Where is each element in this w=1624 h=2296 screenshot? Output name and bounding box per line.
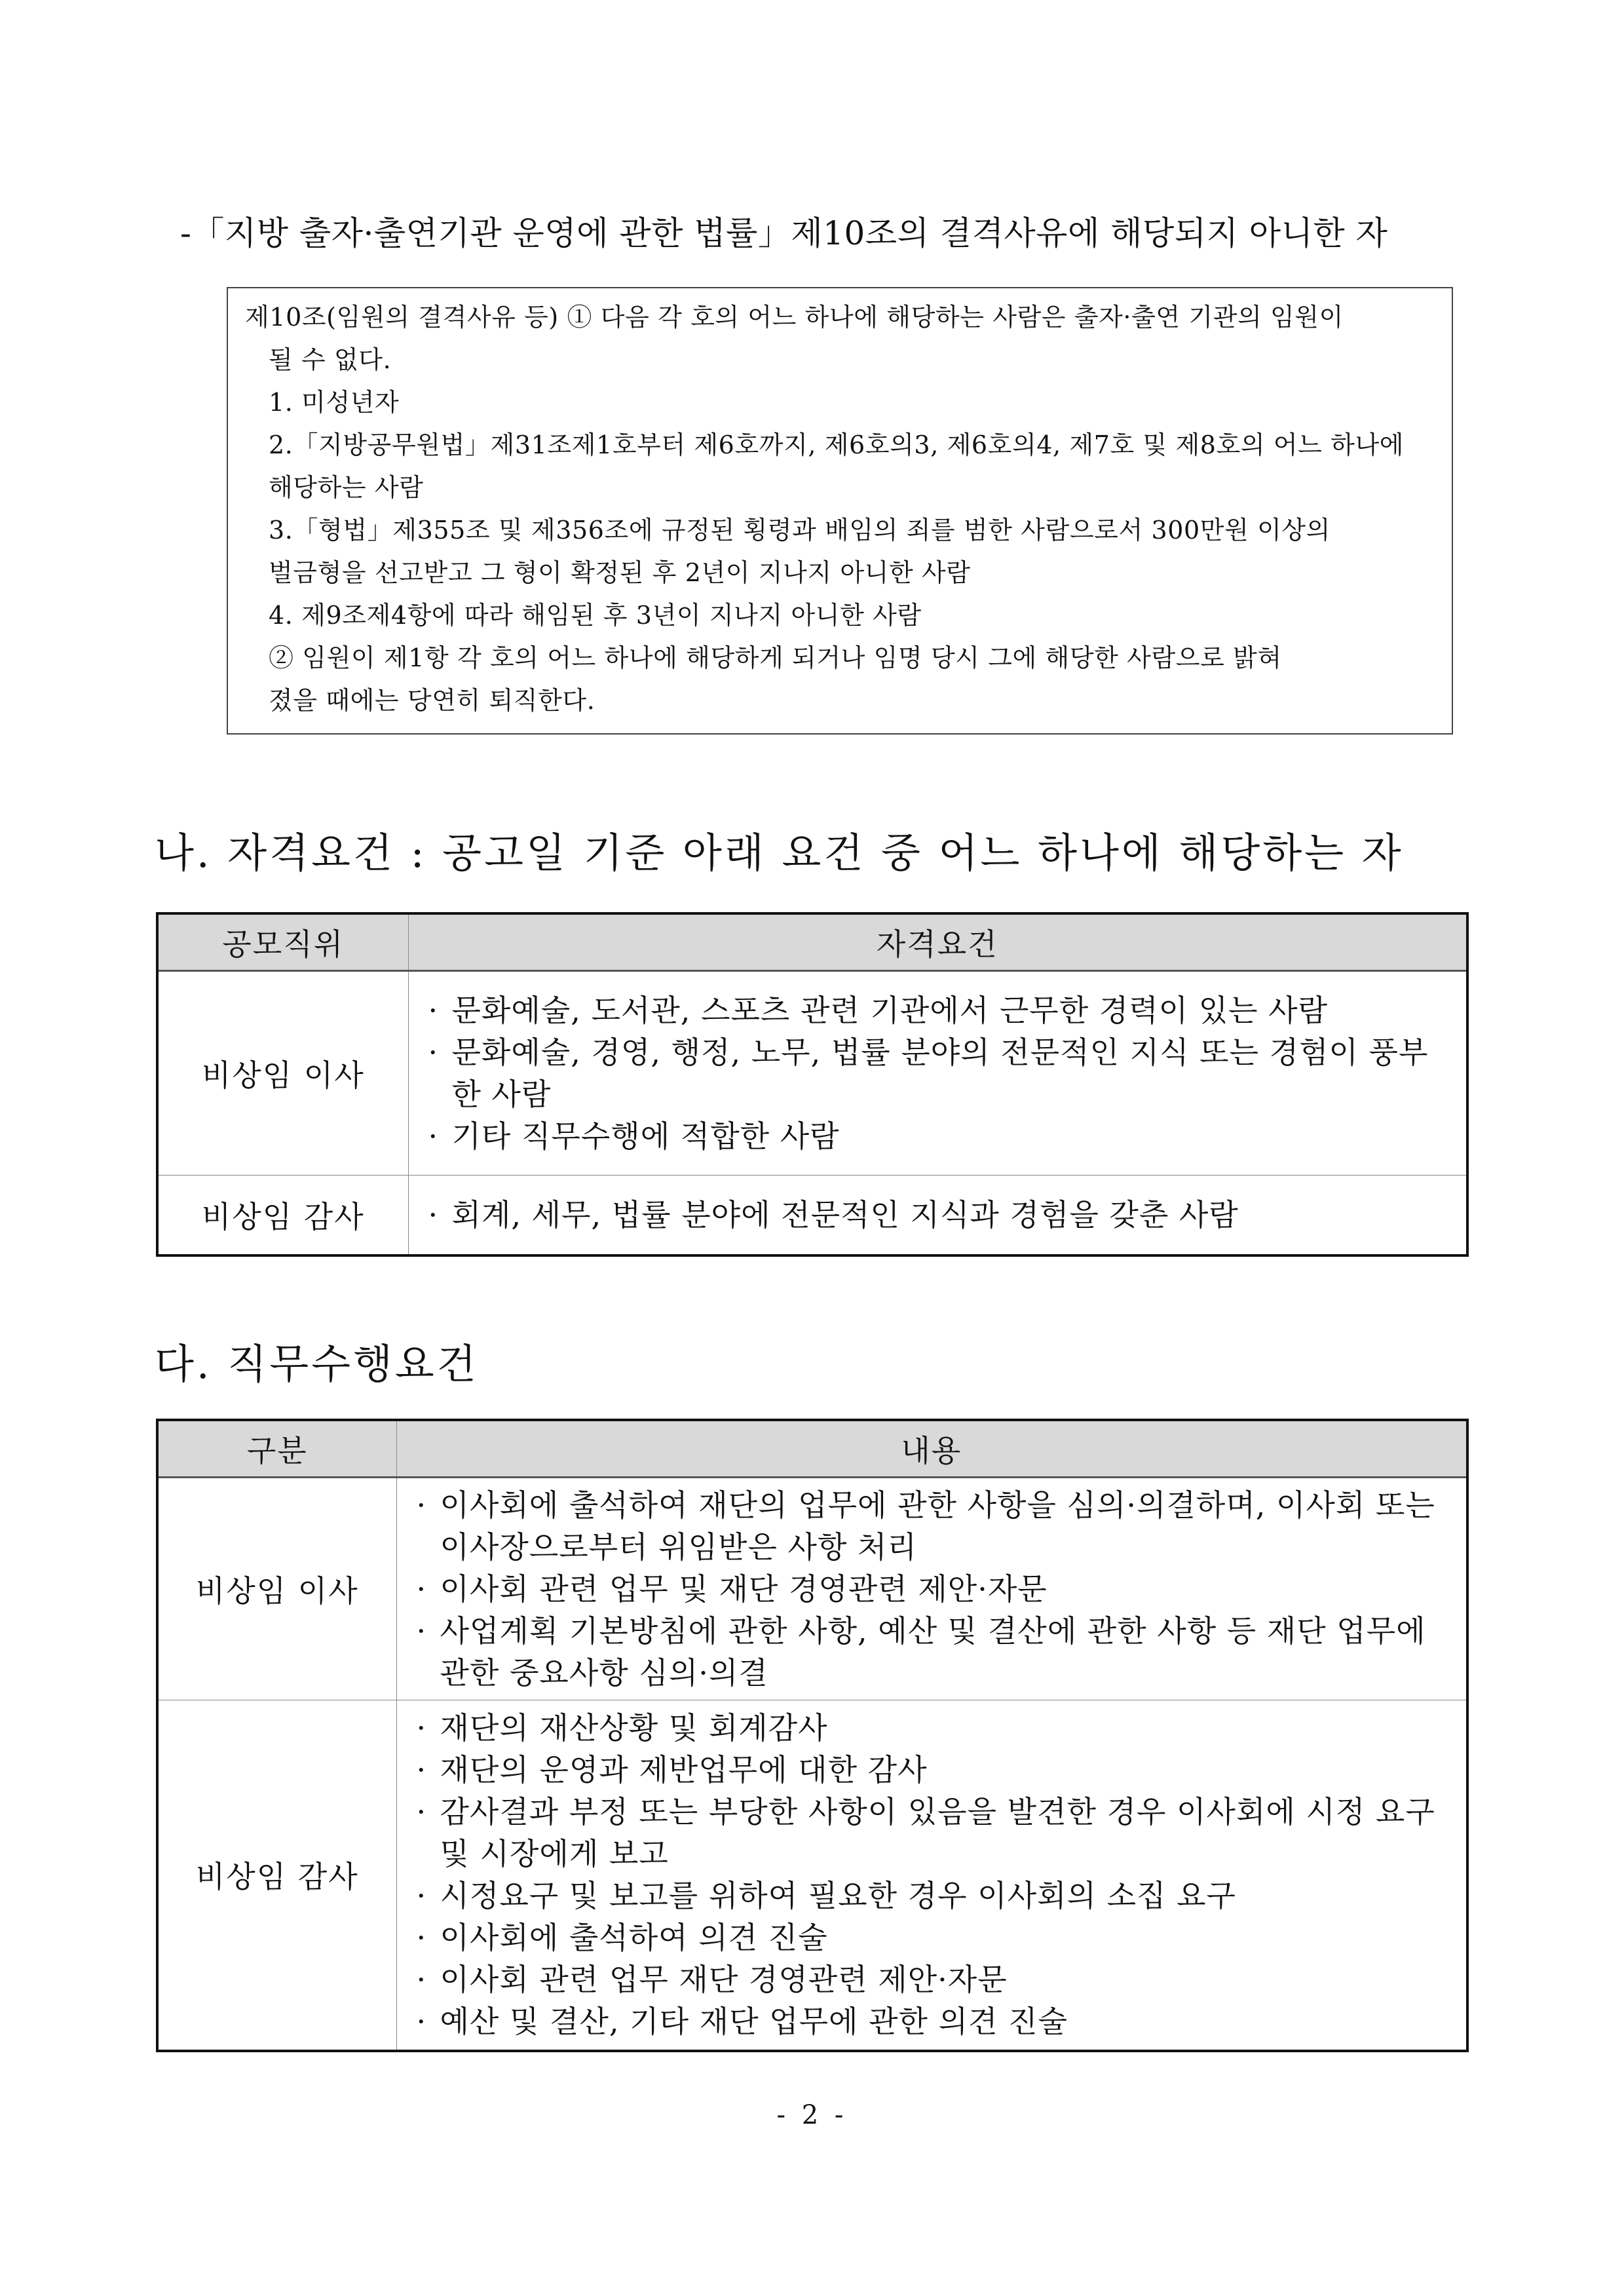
list-item: · 예산 및 결산, 기타 재단 업무에 관한 의견 진술 [417, 2000, 1458, 2042]
header-category: 구분 [157, 1420, 396, 1478]
bullet-icon: · [416, 1613, 427, 1649]
table-row [157, 1478, 1467, 1700]
duties-table [156, 1419, 1469, 2052]
bullet-icon: · [416, 1962, 427, 1998]
items-cell [396, 1478, 1467, 1700]
table-row [157, 1176, 1467, 1255]
law-line: 벌금형을 선고받고 그 형이 확정된 후 2년이 지나지 아니한 사람 [269, 558, 971, 587]
list-item: · 이사회에 출석하여 의견 진술 [417, 1917, 1458, 1959]
page-number: - 2 - [776, 2100, 848, 2130]
list-item: · 감사결과 부정 또는 부당한 사항이 있음을 발견한 경우 이사회에 시정 요구 및 시장에게 보고 [417, 1791, 1458, 1875]
list-item: · 문화예술, 도서관, 스포츠 관련 기관에서 근무한 경력이 있는 사람 [428, 989, 1458, 1031]
list-item: · 재단의 재산상황 및 회계감사 [417, 1707, 1458, 1749]
bullet-icon: · [416, 1487, 427, 1523]
bullet-icon: · [428, 1119, 439, 1154]
list-item: · 이사회 관련 업무 재단 경영관련 제안·자문 [417, 1959, 1458, 2000]
law-line: 3.「형법」제355조 및 제356조에 규정된 횡령과 배임의 죄를 범한 사람으로서 300만원 이상의 [269, 516, 1331, 545]
list-item: · 사업계획 기본방침에 관한 사항, 예산 및 결산에 관한 사항 등 재단 업무에 관한 중요사항 심의·의결 [417, 1610, 1458, 1694]
law-line: 졌을 때에는 당연히 퇴직한다. [269, 686, 595, 715]
list-item: · 문화예술, 경영, 행정, 노무, 법률 분야의 전문적인 지식 또는 경험이 풍부한 사람 [428, 1031, 1458, 1115]
list-item: · 시정요구 및 보고를 위하여 필요한 경우 이사회의 소집 요구 [417, 1875, 1458, 1917]
intro-line: -「지방 출자·출연기관 운영에 관한 법률」제10조의 결격사유에 해당되지 아니한 자 [180, 214, 1388, 252]
law-line: 해당하는 사람 [269, 473, 424, 502]
role-cell: 비상임 감사 [157, 1700, 396, 2051]
items-cell [396, 1700, 1467, 2051]
items-cell [408, 971, 1467, 1176]
list-item: · 회계, 세무, 법률 분야에 전문적인 지식과 경험을 갖춘 사람 [428, 1194, 1458, 1236]
law-line: 2.「지방공무원법」제31조제1호부터 제6호까지, 제6호의3, 제6호의4, 제7호 및 제8호의 어느 하나에 [269, 430, 1405, 459]
items-cell [408, 1176, 1467, 1255]
role-cell: 비상임 감사 [157, 1176, 408, 1255]
law-line: 1. 미성년자 [269, 388, 400, 417]
header-position: 공모직위 [157, 913, 408, 971]
bullet-icon: · [416, 1878, 427, 1914]
header-content: 내용 [396, 1420, 1467, 1478]
list-item: · 재단의 운영과 제반업무에 대한 감사 [417, 1749, 1458, 1791]
section-title-duties: 다. 직무수행요건 [155, 1340, 479, 1388]
bullet-icon: · [416, 1920, 427, 1956]
table-row [157, 1700, 1467, 2051]
law-line: 4. 제9조제4항에 따라 해임된 후 3년이 지나지 아니한 사람 [269, 601, 922, 630]
law-line: 될 수 없다. [269, 345, 392, 374]
list-item: · 이사회 관련 업무 및 재단 경영관련 제안·자문 [417, 1568, 1458, 1610]
table-header-row [157, 913, 1467, 971]
qualifications-table [156, 912, 1469, 1257]
role-cell: 비상임 이사 [157, 1478, 396, 1700]
bullet-icon: · [416, 2004, 427, 2040]
law-excerpt-box [227, 287, 1453, 735]
list-item: · 기타 직무수행에 적합한 사람 [428, 1115, 1458, 1157]
list-item: · 이사회에 출석하여 재단의 업무에 관한 사항을 심의·의결하며, 이사회 또는 이사장으로부터 위임받은 사항 처리 [417, 1484, 1458, 1568]
header-requirements: 자격요건 [408, 913, 1467, 971]
law-line: 제10조(임원의 결격사유 등) ① 다음 각 호의 어느 하나에 해당하는 사람은 출자·출연 기관의 임원이 [245, 303, 1344, 332]
role-cell: 비상임 이사 [157, 971, 408, 1176]
table-row [157, 971, 1467, 1176]
bullet-icon: · [428, 1035, 439, 1070]
table-header-row [157, 1420, 1467, 1478]
bullet-icon: · [416, 1571, 427, 1607]
bullet-icon: · [428, 993, 439, 1028]
bullet-icon: · [416, 1752, 427, 1788]
section-title-qualifications: 나. 자격요건 : 공고일 기준 아래 요건 중 어느 하나에 해당하는 자 [155, 829, 1404, 877]
bullet-icon: · [416, 1794, 427, 1830]
bullet-icon: · [428, 1196, 439, 1233]
bullet-icon: · [416, 1710, 427, 1746]
law-line: ② 임원이 제1항 각 호의 어느 하나에 해당하게 되거나 임명 당시 그에 해당한 사람으로 밝혀 [269, 643, 1282, 672]
